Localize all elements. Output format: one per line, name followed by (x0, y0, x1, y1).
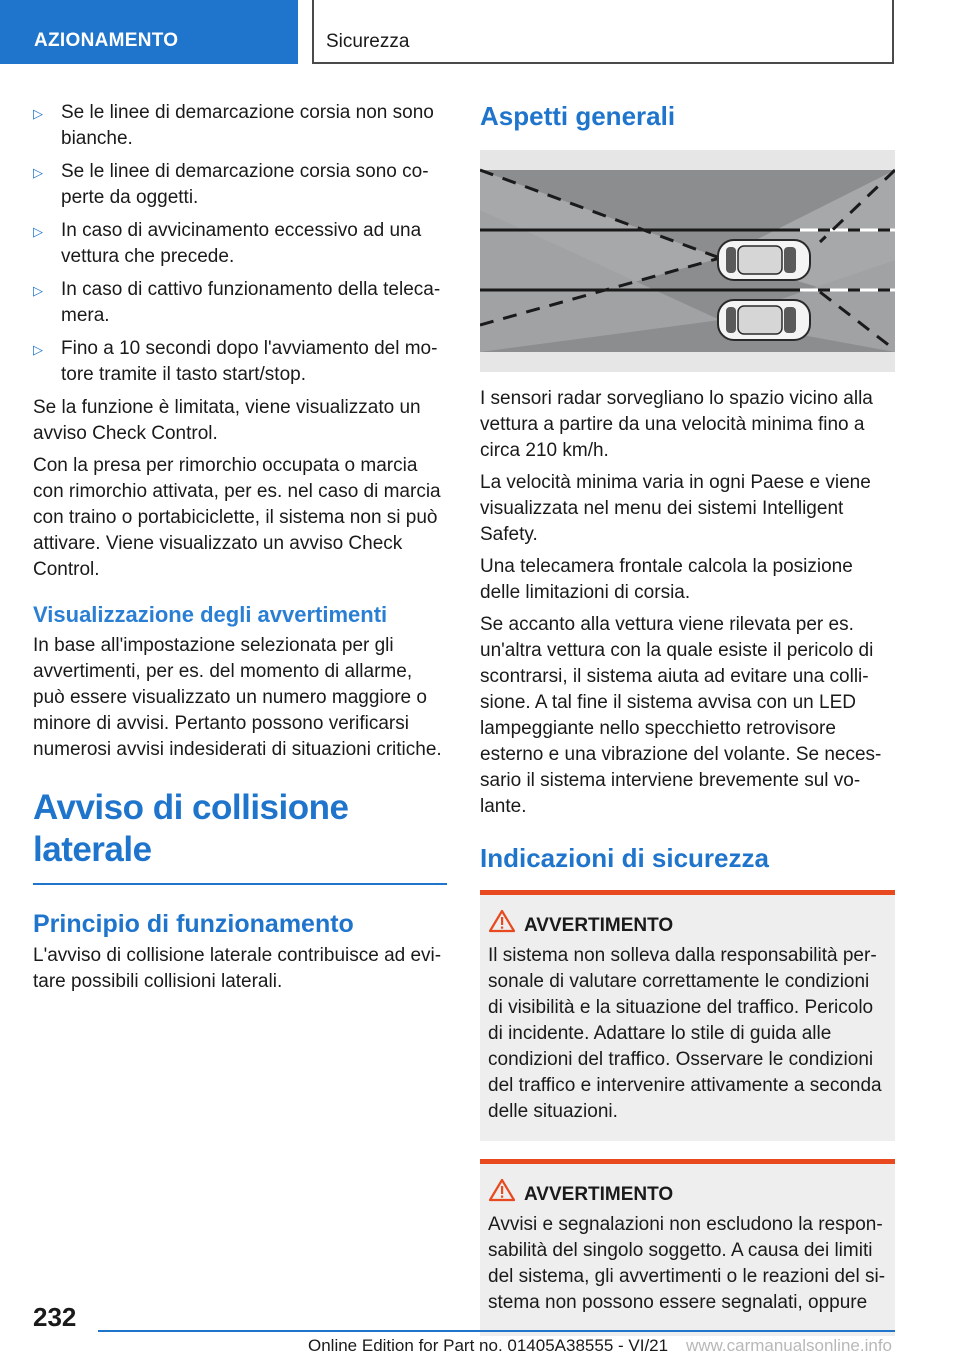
car-top-view-icon (718, 240, 810, 280)
paragraph: Una telecamera frontale calcola la posizione delle limitazioni di corsia. (480, 556, 853, 603)
list-item: ▷ Se le linee di demarcazione corsia sono coperte da oggetti. (33, 161, 429, 208)
list-item: ▷ Se le linee di demarcazione corsia non sono bianche. (33, 102, 434, 149)
paragraph: Con la presa per rimorchio occupata o marcia con rimorchio attivata, per es. nel caso di marcia con traino o portabiciclette, il sistema non si può attivare. Viene visualizzato un avviso Check Control. (33, 455, 441, 580)
triangle-bullet-icon: ▷ (33, 165, 43, 180)
watermark: www.carmanualsonline.info (686, 1336, 892, 1355)
warning-box (480, 890, 895, 1141)
warning-title: AVVERTIMENTO (488, 1182, 887, 1208)
paragraph: L'avviso di collisione laterale contribuisce ad evitare possibili collisioni laterali. (33, 945, 442, 992)
triangle-bullet-icon: ▷ (33, 283, 43, 298)
page-number: 232 (33, 1302, 77, 1332)
paragraph: Se accanto alla vettura viene rilevata per es. un'altra vettura con la quale esiste il pericolo di scontrarsi, il sistema aiuta ad evitare una collisione. A tal fine il sistema avvisa con un LED lampeggiante nello specchietto retrovisore esterno e una vibrazione del volante. Se necessario il sistema interviene brevemente sul volante. (480, 614, 882, 817)
car-top-view-icon (718, 300, 810, 340)
triangle-bullet-icon: ▷ (33, 106, 43, 121)
section-tab (312, 0, 894, 64)
warning-title: AVVERTIMENTO (488, 913, 887, 939)
warning-triangle-icon (489, 1178, 515, 1202)
paragraph: I sensori radar sorvegliano lo spazio vicino alla vettura a partire da una velocità minima fino a circa 210 km/h. (480, 388, 873, 461)
paragraph: In base all'impostazione selezionata per gli avvertimenti, per es. del momento di allarme, può essere visualizzato un numero maggiore o minore di avvisi. Pertanto possono verificarsi numerosi avvisi indesiderati di situazioni critiche. (33, 635, 442, 760)
subheading-principle: Principio di funzionamento (33, 910, 354, 938)
subheading-warnings-display: Visualizzazione degli avvertimenti (33, 602, 388, 627)
triangle-bullet-icon: ▷ (33, 224, 43, 239)
warning-box (480, 1159, 895, 1336)
footer-divider (98, 1330, 895, 1332)
list-item: ▷ In caso di cattivo funzionamento della telecamera. (33, 279, 441, 326)
list-item: ▷ Fino a 10 secondi dopo l'avviamento del motore tramite il tasto start/stop. (33, 338, 438, 385)
edition-note: Online Edition for Part no. 01405A38555 - VI/21 (308, 1336, 669, 1355)
heading-safety: Indicazioni di sicurezza (480, 843, 769, 873)
chapter-heading: Avviso di collisione laterale (33, 787, 447, 885)
road-radar-diagram (480, 150, 895, 372)
triangle-bullet-icon: ▷ (33, 342, 43, 357)
left-column (33, 100, 447, 1001)
heading-general: Aspetti generali (480, 101, 676, 131)
chapter-title: AZIONAMENTO (34, 30, 179, 51)
lane-diagram-figure (480, 150, 895, 372)
right-column (480, 100, 895, 1354)
section-title: Sicurezza (326, 31, 410, 52)
paragraph: Se la funzione è limitata, viene visualizzato un avviso Check Control. (33, 397, 421, 444)
warning-text: Avvisi e segnalazioni non escludono la responsabilità del singolo soggetto. A causa dei limiti del sistema, gli avvertimenti o le reazioni del sistema non possono essere segnalati, oppure (488, 1214, 886, 1313)
paragraph: La velocità minima varia in ogni Paese e viene visualizzata nel menu dei sistemi Intelligent Safety. (480, 472, 871, 545)
chapter-tab (0, 0, 298, 64)
list-item: ▷ In caso di avvicinamento eccessivo ad una vettura che precede. (33, 220, 422, 267)
warning-text: Il sistema non solleva dalla responsabilità personale di valutare correttamente le condizioni di visibilità e la situazione del traffico. Pericolo di incidente. Adattare lo stile di guida alle condizioni del traffico. Osservare le condizioni del traffico e intervenire attivamente a seconda delle situazioni. (488, 945, 882, 1122)
warning-triangle-icon (489, 909, 515, 933)
